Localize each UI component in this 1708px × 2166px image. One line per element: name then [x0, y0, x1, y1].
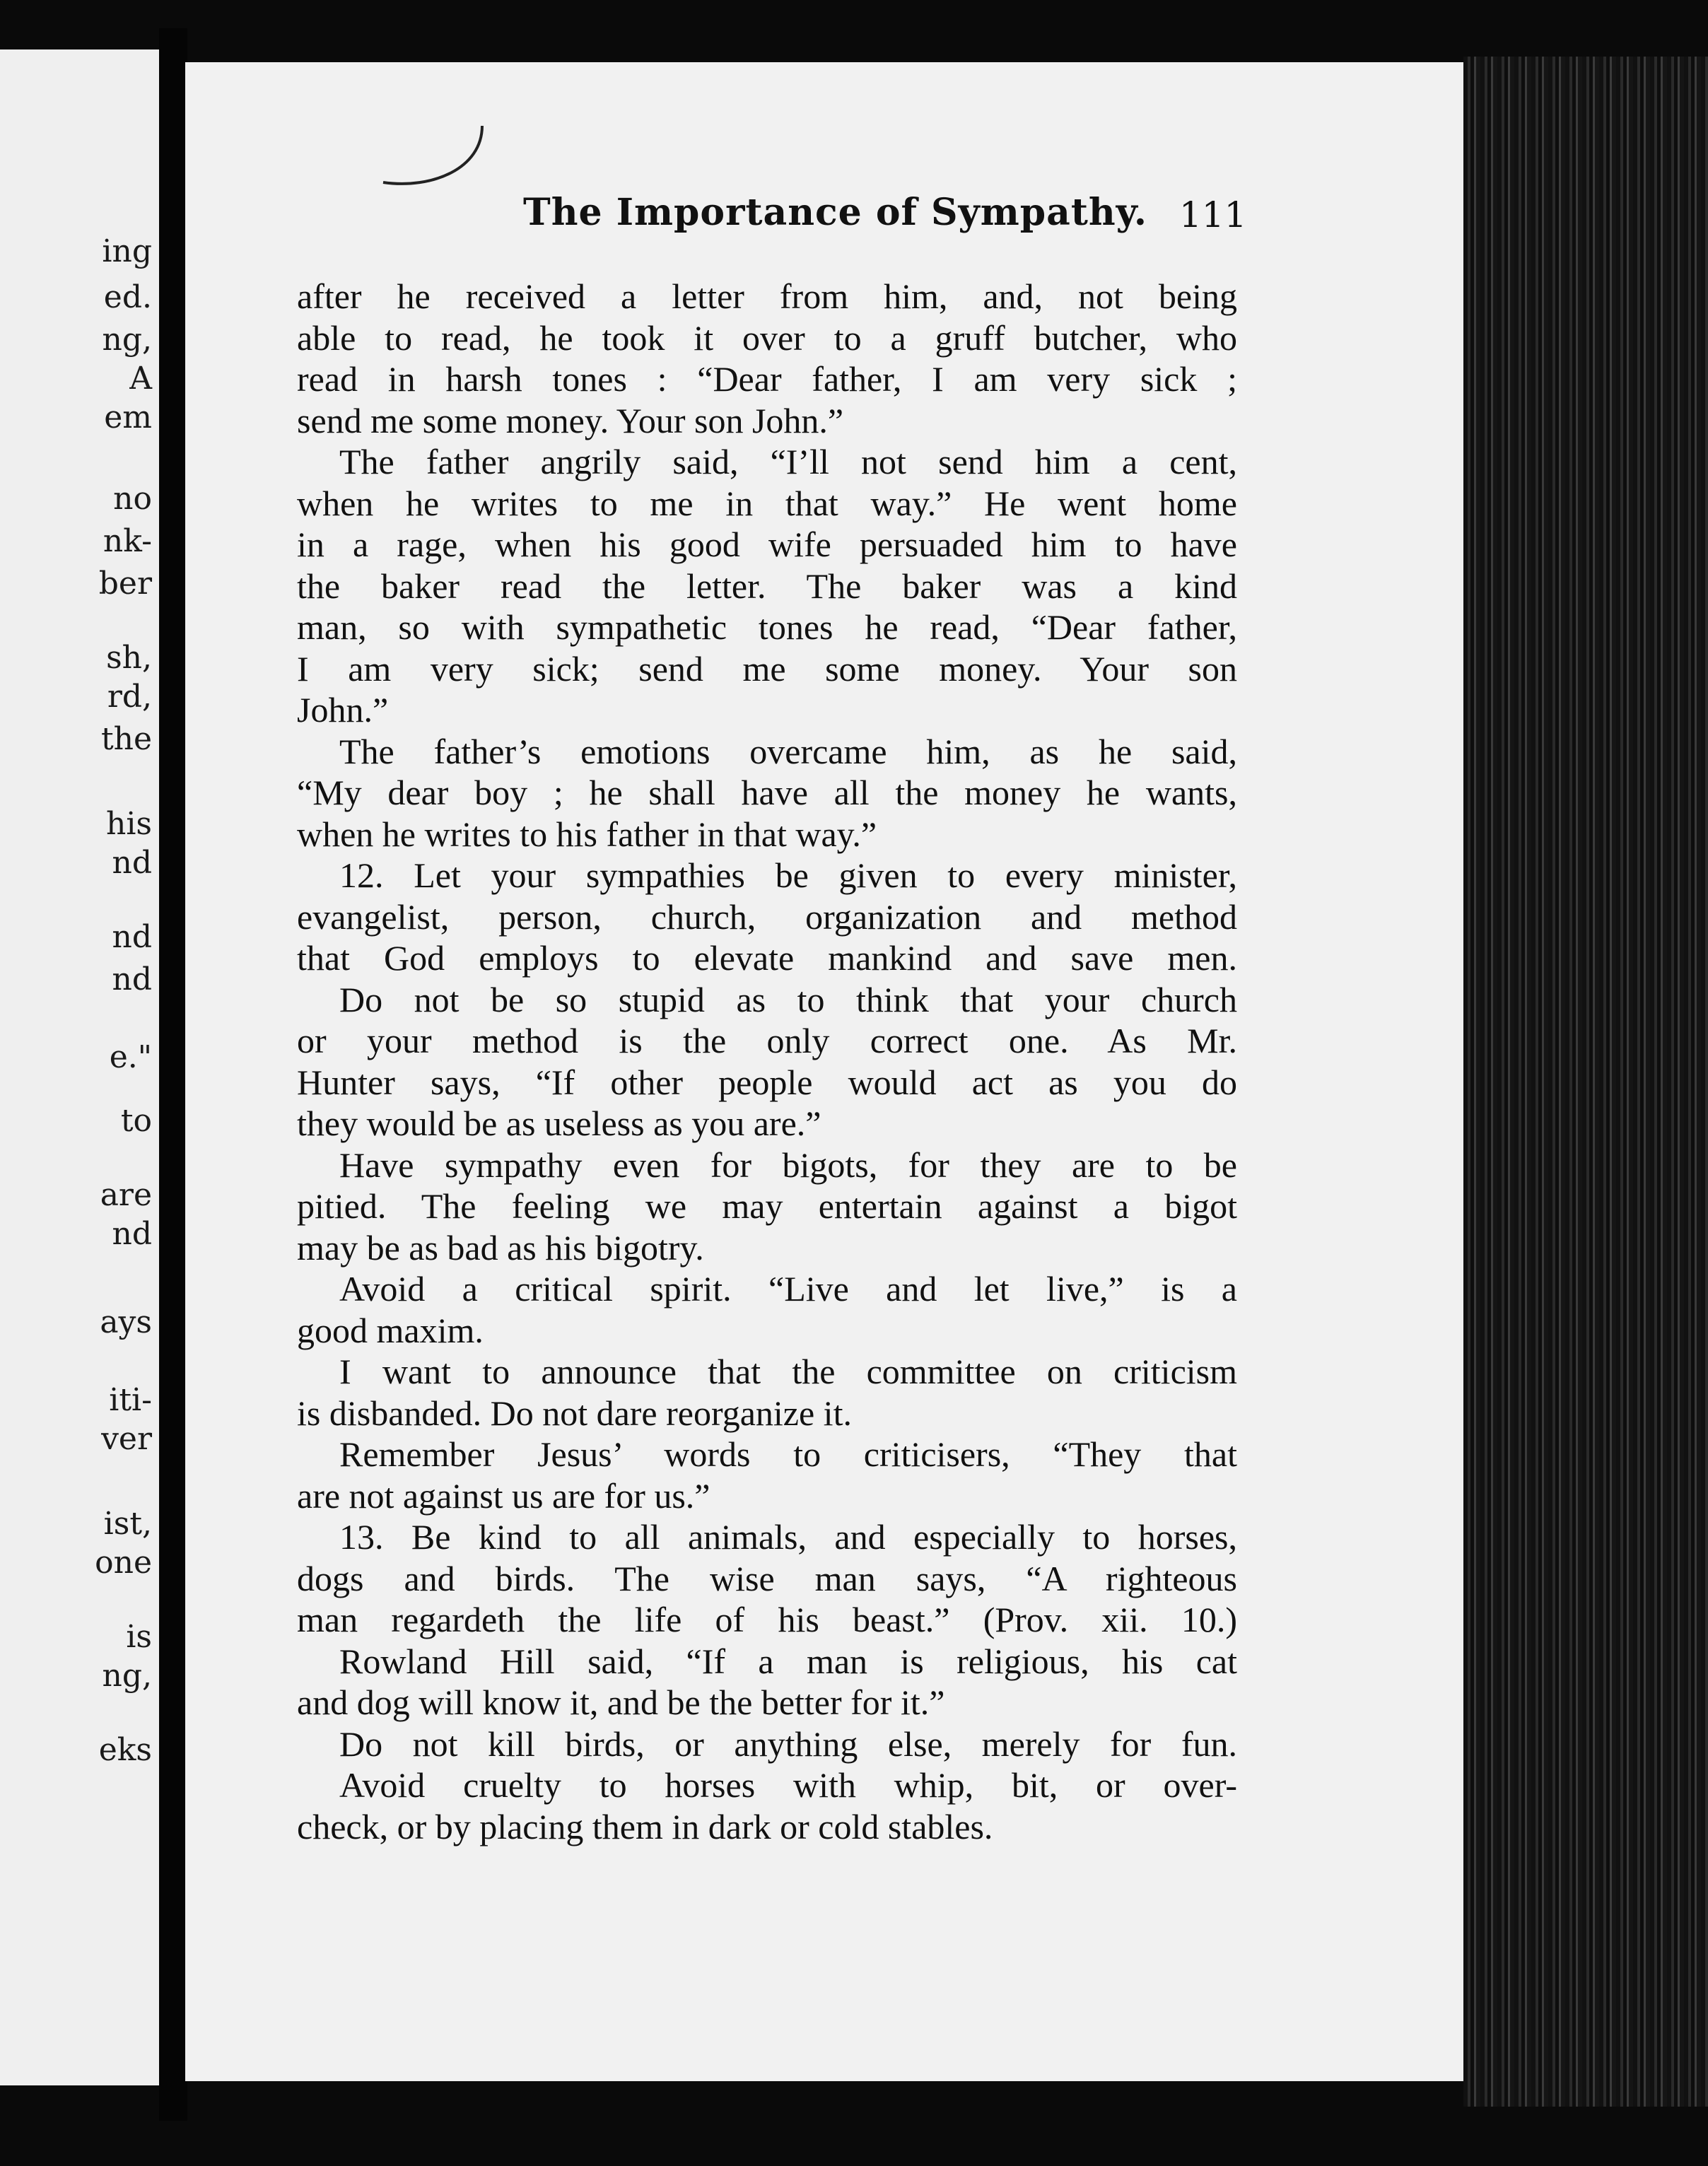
- text-line: send me some money. Your son John.”: [297, 400, 844, 440]
- left-page-text-fragment: ays: [100, 1304, 152, 1340]
- left-page-text-fragment: ver: [101, 1421, 152, 1457]
- text-line: able to read, he took it over to a gruff butcher, who: [297, 317, 1237, 358]
- text-line: Avoid cruelty to horses with whip, bit, or over-: [339, 1765, 1237, 1805]
- text-line: in a rage, when his good wife persuaded him to have: [297, 525, 1237, 564]
- left-page-text-fragment: A: [129, 361, 152, 397]
- text-line: they would be as useless as you are.”: [297, 1104, 821, 1143]
- left-page-text-fragment: one: [95, 1545, 152, 1581]
- text-line: I am very sick; send me some money. Your son: [297, 648, 1237, 689]
- text-line: when he writes to his father in that way.”: [297, 814, 877, 854]
- text-line: and dog will know it, and be the better for it.”: [297, 1682, 945, 1722]
- left-page-text-fragment: nk-: [103, 523, 152, 559]
- text-line: read in harsh tones : “Dear father, I am very sick ;: [297, 359, 1237, 399]
- text-line: Avoid a critical spirit. “Live and let live,” is a: [339, 1269, 1237, 1309]
- text-line: John.”: [297, 690, 389, 730]
- left-page-text-fragment: eks: [98, 1732, 152, 1768]
- text-line: when he writes to me in that way.” He went home: [297, 483, 1237, 523]
- left-page-text-fragment: nd: [112, 1216, 152, 1252]
- page-title: The Importance of Sympathy.: [523, 191, 1148, 234]
- left-page-text-fragment: ng,: [102, 1658, 152, 1694]
- text-line: dogs and birds. The wise man says, “A righteous: [297, 1558, 1237, 1598]
- text-line: after he received a letter from him, and, not being: [297, 276, 1237, 316]
- text-line: man regardeth the life of his beast.” (Prov. xii. 10.): [297, 1600, 1237, 1639]
- left-page-text-fragment: the: [100, 721, 152, 757]
- text-line: good maxim.: [297, 1310, 484, 1350]
- left-page-text-fragment: ing: [102, 233, 152, 269]
- text-line: Do not be so stupid as to think that your church: [339, 979, 1237, 1019]
- text-line: or your method is the only correct one. As Mr.: [297, 1021, 1237, 1060]
- left-page-text-fragment: to: [120, 1103, 152, 1139]
- left-page-text-fragment: nd: [112, 845, 152, 881]
- left-page-text-fragment: em: [104, 399, 152, 435]
- text-line: The father’s emotions overcame him, as he said,: [339, 731, 1237, 771]
- text-line: the baker read the letter. The baker was a kind: [297, 566, 1237, 606]
- text-line: Hunter says, “If other people would act as you do: [297, 1062, 1237, 1102]
- left-page-text-fragment: nd: [112, 919, 152, 955]
- left-page-text-fragment: ist,: [103, 1506, 152, 1542]
- text-line: Do not kill birds, or anything else, merely for fun.: [339, 1723, 1237, 1764]
- left-page-text-fragment: ed.: [103, 279, 152, 315]
- text-line: Have sympathy even for bigots, for they are to be: [339, 1145, 1237, 1185]
- left-page-text-fragment: ber: [98, 566, 152, 602]
- book-gutter: [159, 28, 187, 2121]
- text-line: Rowland Hill said, “If a man is religious, his cat: [339, 1641, 1237, 1681]
- left-page-fragment: [0, 49, 159, 2085]
- text-line: is disbanded. Do not dare reorganize it.: [297, 1393, 852, 1433]
- text-line: The father angrily said, “I’ll not send him a cent,: [339, 442, 1237, 481]
- left-page-text-fragment: is: [126, 1619, 152, 1655]
- text-line: man, so with sympathetic tones he read, “Dear father,: [297, 607, 1237, 647]
- text-line: pitied. The feeling we may entertain against a bigot: [297, 1186, 1237, 1226]
- text-line: may be as bad as his bigotry.: [297, 1227, 704, 1268]
- text-line: evangelist, person, church, organization and method: [297, 896, 1237, 937]
- left-page-text-fragment: rd,: [107, 679, 152, 715]
- text-line: I want to announce that the committee on criticism: [339, 1352, 1237, 1391]
- left-page-text-fragment: e.": [109, 1039, 152, 1075]
- text-line: Remember Jesus’ words to criticisers, “They that: [339, 1434, 1237, 1474]
- text-line: “My dear boy ; he shall have all the money he wants,: [297, 773, 1237, 812]
- left-page-text-fragment: ng,: [102, 322, 152, 358]
- text-line: are not against us are for us.”: [297, 1475, 710, 1516]
- left-page-text-fragment: are: [100, 1177, 152, 1213]
- text-line: 13. Be kind to all animals, and especially to horses,: [339, 1517, 1237, 1557]
- left-page-text-fragment: nd: [112, 961, 152, 997]
- page-edge: [1463, 57, 1708, 2107]
- margin-scribble: [376, 126, 517, 211]
- left-page-text-fragment: no: [113, 481, 152, 517]
- text-line: check, or by placing them in dark or cold stables.: [297, 1806, 993, 1846]
- text-line: that God employs to elevate mankind and save men.: [297, 938, 1237, 978]
- left-page-text-fragment: iti-: [109, 1382, 152, 1418]
- page-number: 111: [1179, 194, 1247, 235]
- body-text: [297, 276, 1237, 1847]
- left-page-text-fragment: sh,: [106, 640, 152, 676]
- left-page-text-fragment: his: [106, 806, 152, 842]
- text-line: 12. Let your sympathies be given to every minister,: [339, 855, 1237, 895]
